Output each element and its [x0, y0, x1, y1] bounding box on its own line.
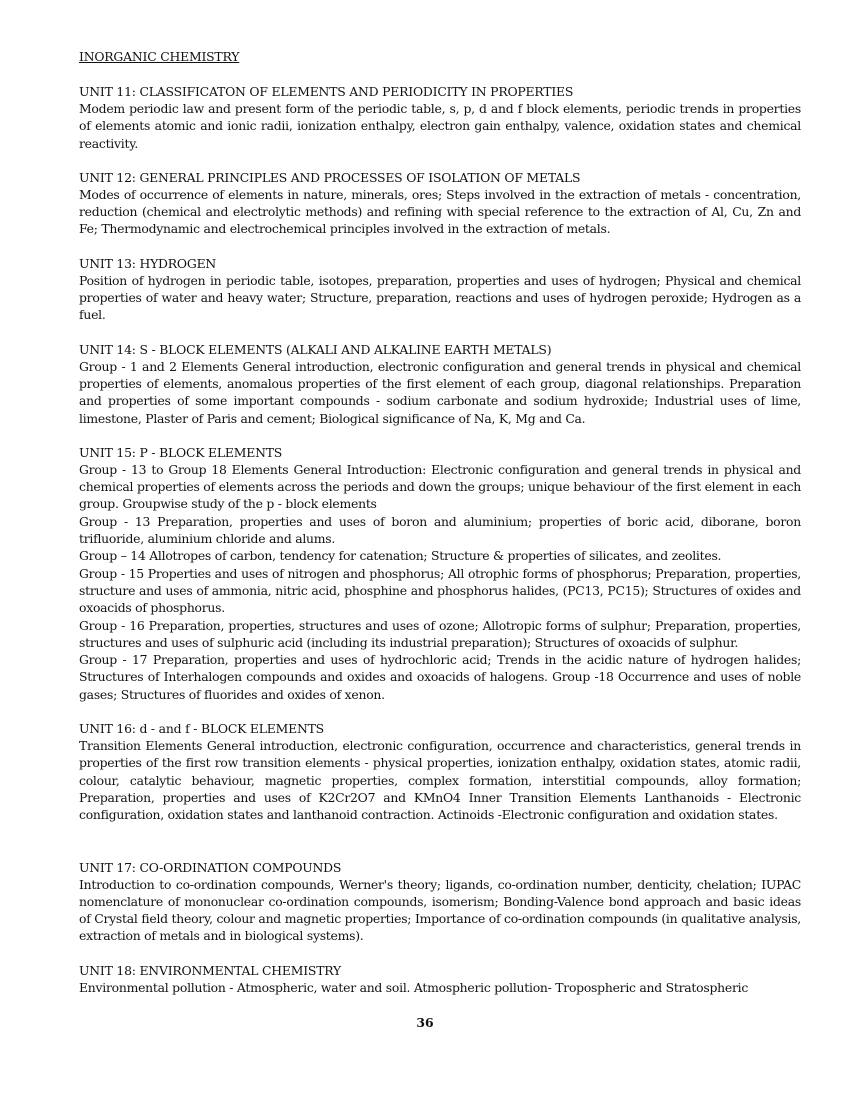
- unit-12: [79, 169, 801, 238]
- unit-title: UNIT 18: ENVIRONMENTAL CHEMISTRY: [79, 962, 341, 978]
- unit-15: [79, 444, 801, 703]
- unit-paragraph: Introduction to co-ordination compounds, Werner's theory; ligands, co-ordination number, denticity, chelation; IUPAC nomenclature of mononuclear co-ordination compounds, isomerism; Bonding-Valence bond approach and basic ideas of Crystal field theory, colour and magnetic properties; Importance of co-ordination compounds (in qualitative analysis, extraction of metals and in biological systems).: [79, 876, 801, 944]
- page-number: 36: [416, 1015, 434, 1030]
- unit-14: [79, 341, 801, 427]
- section-heading: INORGANIC CHEMISTRY: [79, 49, 240, 64]
- unit-paragraph: Group - 1 and 2 Elements General introduction, electronic configuration and general trends in physical and chemical properties of elements, anomalous properties of the first element of each group, diagonal relationships. Preparation and properties of some important compounds - sodium carbonate and sodium hydroxide; Industrial uses of lime, limestone, Plaster of Paris and cement; Biological significance of Na, K, Mg and Ca.: [79, 358, 801, 426]
- spacer: [79, 841, 801, 859]
- unit-16: [79, 720, 801, 823]
- unit-title: UNIT 17: CO-ORDINATION COMPOUNDS: [79, 859, 342, 875]
- unit-paragraph: Environmental pollution - Atmospheric, water and soil. Atmospheric pollution- Tropospheric and Stratospheric: [79, 979, 749, 995]
- unit-title: UNIT 11: CLASSIFICATON OF ELEMENTS AND PERIODICITY IN PROPERTIES: [79, 84, 574, 99]
- unit-paragraph: Position of hydrogen in periodic table, isotopes, preparation, properties and uses of hydrogen; Physical and chemical properties of water and heavy water; Structure, preparation, reactions and uses of hydrogen peroxide; Hydrogen as a fuel.: [79, 272, 801, 323]
- unit-13: [79, 255, 801, 324]
- unit-title: UNIT 16: d - and f - BLOCK ELEMENTS: [79, 721, 324, 737]
- unit-paragraph-group-13: Group - 13 Preparation, properties and uses of boron and aluminium; properties of boric acid, diborane, boron trifluoride, aluminium chloride and alums.: [79, 513, 801, 547]
- unit-18: [79, 962, 801, 996]
- unit-title: UNIT 12: GENERAL PRINCIPLES AND PROCESSES OF ISOLATION OF METALS: [79, 169, 581, 185]
- unit-paragraph: Modes of occurrence of elements in nature, minerals, ores; Steps involved in the extraction of metals - concentration, reduction (chemical and electrolytic methods) and refining with special reference to the extraction of Al, Cu, Zn and Fe; Thermodynamic and electrochemical principles involved in the extraction of metals.: [79, 186, 801, 237]
- unit-paragraph-group-16: Group - 16 Preparation, properties, structures and uses of ozone; Allotropic forms of sulphur; Preparation, properties, structures and uses of sulphuric acid (including its industrial preparation); Structures of oxoacids of sulphur.: [79, 617, 801, 650]
- unit-paragraph-group-17: Group - 17 Preparation, properties and uses of hydrochloric acid; Trends in the acidic nature of hydrogen halides; Structures of Interhalogen compounds and oxides and oxoacids of halogens. Group -18 Occurrence and uses of noble gases; Structures of fluorides and oxides of xenon.: [79, 652, 801, 702]
- unit-title: UNIT 15: P - BLOCK ELEMENTS: [79, 444, 283, 460]
- unit-paragraph-group-15: Group - 15 Properties and uses of nitrogen and phosphorus; All otrophic forms of phosphorus; Preparation, properties, structure and uses of ammonia, nitric acid, phosphine and phosphorus halides, (PC13, PC15); Structures of oxides and oxoacids of phosphorus.: [79, 565, 801, 616]
- unit-title: UNIT 13: HYDROGEN: [79, 255, 217, 271]
- unit-paragraph: Modem periodic law and present form of the periodic table, s, p, d and f block elements, periodic trends in properties of elements atomic and ionic radii, ionization enthalpy, electron gain enthalpy, valence, oxidation states and chemical reactivity.: [79, 101, 801, 151]
- unit-paragraph: Group - 13 to Group 18 Elements General Introduction: Electronic configuration and general trends in physical and chemical properties of elements across the periods and down the groups; unique behaviour of the first element in each group. Groupwise study of the p - block elements: [79, 461, 801, 512]
- unit-paragraph: Transition Elements General introduction, electronic configuration, occurrence and characteristics, general trends in properties of the first row transition elements - physical properties, ionization enthalpy, oxidation states, atomic radii, colour, catalytic behaviour, magnetic properties, complex formation, interstitial compounds, alloy formation; Preparation, properties and uses of K2Cr2O7 and KMnO4 Inner Transition Elements Lanthanoids - Electronic configuration, oxidation states and lanthanoid contraction. Actinoids -Electronic configuration and oxidation states.: [79, 738, 801, 823]
- unit-title: UNIT 14: S - BLOCK ELEMENTS (ALKALI AND ALKALINE EARTH METALS): [79, 341, 552, 357]
- unit-paragraph-group-14: Group – 14 Allotropes of carbon, tendency for catenation; Structure & properties of silicates, and zeolites.: [79, 548, 722, 564]
- unit-11: [79, 83, 801, 152]
- unit-17: [79, 859, 801, 945]
- document-page: [79, 48, 801, 1013]
